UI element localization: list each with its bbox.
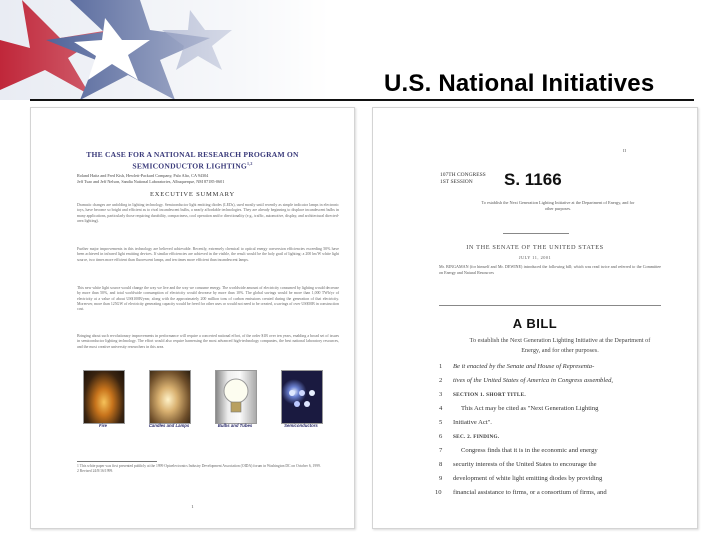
bill-divider-short	[503, 233, 569, 234]
paper-footnotes	[77, 464, 339, 474]
line-number: 5	[439, 419, 443, 426]
bill-number: S. 1166	[504, 170, 562, 189]
paper-paragraph-3: This new white light source would change the way we live and the way we consume energy. The worldwide amount of electricity consumed by lighting would decrease by more than 50%, and total worldwide consumption of electricity would decrease by more than 10%. The global savings would be more than 1,000 TWh/yr of electricity at a value of about US$100B/year, along with the approximately 200 million tons of carbon emissions created during the generation of that electricity. Moreover, more than 125GW of electricity generating capacity would be freed for other uses or would not need to be created, a savings of over US$50B in construction cost.	[77, 286, 339, 312]
paper-paragraph-2: Further major improvements in this technology are believed achievable. Recently, extremely chemical to optical energy conversion efficiencies exceeding 50% have been achieved in infrared light emitting devices. If similar efficiencies are achieved in the visible, the result would be the holy grail of lighting: a 200 lm/W white light source, two times more efficient than fluorescent lamps, and ten times more efficient than incandescent lamps.	[77, 247, 339, 262]
lighting-photo-strip	[77, 370, 339, 430]
bill-introduction: Mr. BINGAMAN (for himself and Mr. DEWINE) introduced the following bill; which was read twice and referred to the Committee on Energy and Natural Resources	[439, 264, 661, 275]
stars-banner-graphic	[0, 0, 330, 100]
bill-line-10	[435, 489, 697, 503]
bulbs-tubes-photo	[215, 370, 257, 424]
bill-congress-session	[440, 172, 486, 185]
line-text: Initiative Act".	[453, 419, 492, 426]
paper-footnote-2: 2 Revised 24/8/16/1999.	[77, 469, 114, 473]
semiconductors-photo	[281, 370, 323, 424]
footnote-rule	[77, 461, 157, 462]
light-bulb-icon	[216, 371, 256, 423]
line-number: 10	[435, 489, 442, 496]
bill-long-title: To establish the Next Generation Lighting Initiative at the Department of Energy, and for other purposes.	[469, 337, 651, 354]
line-text: SECTION 1. SHORT TITLE.	[453, 392, 526, 398]
slide-title: U.S. National Initiatives	[384, 70, 655, 97]
white-paper-page	[30, 107, 355, 529]
paper-authors-line2: Jeff Tsao and Jeff Nelson, Sandia National Laboratories, Albuquerque, NM 87185-0601	[77, 178, 225, 184]
paper-paragraph-4: Bringing about such revolutionary improvements in performance will require a concerted national effort, of the order $1B over ten years, enabling a broad set of issues in semiconductor lighting technology. The effort would also require harnessing the most advanced high-technology companies, the best national laboratory resources, and the most creative university researchers in this area.	[77, 334, 339, 349]
led-array-icon	[282, 371, 322, 423]
photo-caption-semiconductors: Semiconductors	[284, 423, 318, 428]
line-number: 3	[439, 391, 443, 398]
line-text: Be it enacted by the Senate and House of Representa-	[453, 363, 595, 370]
bill-line-6	[439, 433, 697, 447]
photo-caption-bulbs: Bulbs and Tubes	[217, 423, 253, 428]
bill-session: 1ST SESSION	[440, 178, 473, 185]
bill-line-7	[439, 447, 697, 461]
bill-line-5	[439, 419, 697, 433]
line-text: This Act may be cited as "Next Generation Lighting	[461, 405, 599, 412]
paper-title-line2: SEMICONDUCTOR LIGHTING	[132, 161, 247, 171]
title-underline	[30, 99, 694, 101]
line-text: financial assistance to firms, or a consortium of firms, and	[453, 489, 607, 496]
bill-line-9	[439, 475, 697, 489]
line-text: tives of the United States of America in Congress assembled,	[453, 377, 614, 384]
bill-date: JULY 11, 2001	[518, 255, 552, 260]
bill-heading: A BILL	[512, 316, 558, 331]
paper-title-line1: THE CASE FOR A NATIONAL RESEARCH PROGRAM ON	[86, 150, 299, 159]
bill-page-mark: II	[623, 148, 626, 153]
bill-purpose: To establish the Next Generation Lighting Initiative at the Department of Energy, and for other purposes.	[481, 200, 635, 211]
line-text: development of white light emitting diodes by providing	[453, 475, 603, 482]
bill-divider-long	[439, 305, 661, 306]
paper-title-footnote-mark: 1,2	[247, 161, 253, 166]
senate-bill-page	[372, 107, 698, 529]
bill-line-8	[439, 461, 697, 475]
paper-footnote-1: 1 This white paper was first presented publicly at the 1999 Optoelectronics Industry Development Association (OIDA) forum in Washington DC on October 6, 1999.	[77, 464, 321, 468]
bill-congress: 107TH CONGRESS	[440, 172, 486, 178]
bill-line-3	[439, 391, 697, 405]
line-text: Congress finds that it is in the economic and energy	[461, 447, 598, 454]
paper-section-heading: EXECUTIVE SUMMARY	[150, 191, 235, 198]
line-number: 9	[439, 475, 443, 482]
paper-title	[41, 150, 344, 171]
paper-paragraph-1: Dramatic changes are unfolding in lighting technology. Semiconductor light emitting diodes (LEDs), used mostly until recently as simple indicator lamps in electronic toys, have become so bright and efficient as to rival incandescent bulbs, a nearly affordable technologies. They are already beginning to displace incandescent bulbs in many applications, particularly those requiring durability, compactness, cool operation and/or directionality (e.g., traffic, automotive, display, and architectural directed-area lighting).	[77, 203, 339, 223]
bill-line-2	[439, 377, 697, 391]
line-number: 4	[439, 405, 443, 412]
line-text: security interests of the United States to encourage the	[453, 461, 597, 468]
line-text: SEC. 2. FINDING.	[453, 434, 500, 440]
paper-authors-line1: Roland Haitz and Fred Kish, Hewlett-Packard Company, Palo Alto, CA 94304	[77, 173, 209, 178]
bill-chamber: IN THE SENATE OF THE UNITED STATES	[466, 244, 604, 251]
fire-photo	[83, 370, 125, 424]
paper-page-number: 1	[191, 504, 194, 509]
photo-caption-fire: Fire	[99, 423, 107, 428]
line-number: 7	[439, 447, 443, 454]
line-number: 2	[439, 377, 443, 384]
bill-line-4	[439, 405, 697, 419]
photo-caption-candles: Candles and Lamps	[148, 423, 190, 428]
line-number: 8	[439, 461, 443, 468]
candles-lamps-photo	[149, 370, 191, 424]
paper-authors	[77, 173, 337, 184]
bill-line-1	[439, 363, 697, 377]
line-number: 1	[439, 363, 443, 370]
line-number: 6	[439, 433, 443, 440]
